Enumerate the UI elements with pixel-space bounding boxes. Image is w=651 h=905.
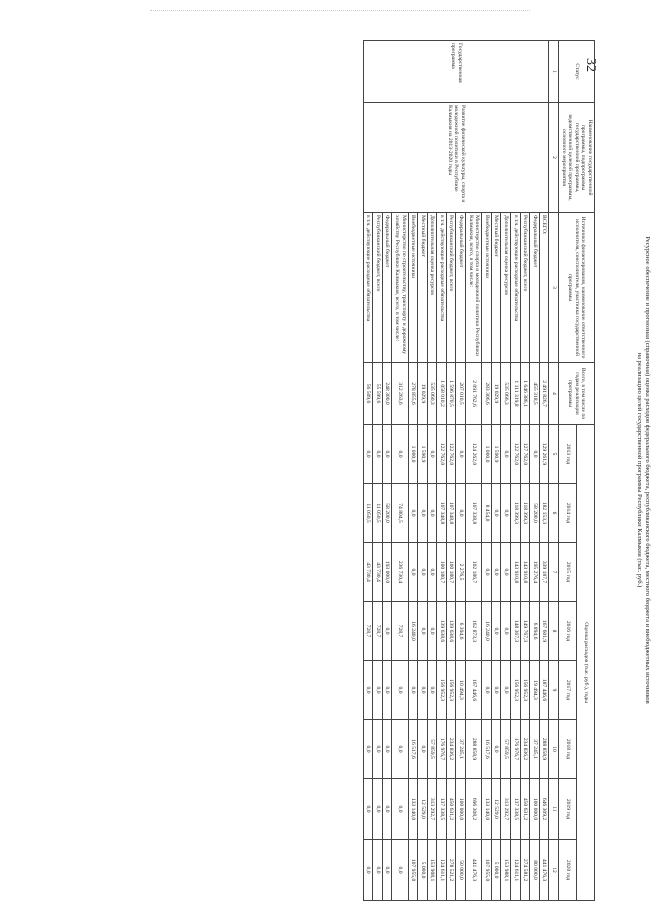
total-cell: 55 599,6	[373, 363, 383, 425]
status-cell: Государственная программа	[363, 41, 549, 103]
resource-table	[363, 40, 595, 901]
year-value-cell: 137 338,5	[511, 779, 521, 840]
year-value-cell: 1 000,0	[408, 425, 418, 484]
year-value-cell: 102 186,7	[466, 543, 482, 602]
header-row-1	[577, 41, 595, 901]
year-value-cell: 193 000,0	[382, 543, 392, 602]
source-cell: в т.ч. действующие расходные обязательства	[511, 213, 521, 363]
year-value-cell: 0,0	[392, 840, 408, 901]
year-value-cell: 50 000,0	[456, 840, 466, 901]
header-year: 2015 год	[559, 543, 577, 602]
column-index: 11	[549, 779, 559, 840]
year-value-cell: 0,0	[382, 779, 392, 840]
year-value-cell: 100 000,0	[530, 779, 540, 840]
year-value-cell: 122 762,0	[511, 425, 521, 484]
source-cell: Внебюджетные источники	[408, 213, 418, 363]
year-value-cell: 0,0	[530, 425, 540, 484]
year-value-cell: 8 454,0	[482, 484, 492, 543]
year-value-cell: 0,0	[491, 602, 501, 661]
year-value-cell: 57 859,5	[427, 720, 437, 779]
year-value-cell: 10 494,3	[456, 661, 466, 720]
year-value-cell: 1 590,9	[418, 425, 428, 484]
year-value-cell: 313 292,7	[501, 779, 511, 840]
year-value-cell: 0,0	[392, 425, 408, 484]
year-value-cell: 0,0	[408, 661, 418, 720]
year-value-cell: 441 476,3	[466, 840, 482, 901]
year-value-cell: 124 262,0	[466, 425, 482, 484]
year-value-cell: 450 631,2	[446, 779, 456, 840]
source-cell: Республиканский бюджет, всего	[520, 213, 530, 363]
year-value-cell: 74 804,5	[392, 484, 408, 543]
year-value-cell: 0,0	[363, 425, 373, 484]
year-value-cell: 728,7	[392, 602, 408, 661]
column-index: 6	[549, 484, 559, 543]
total-cell: 535 060,3	[427, 363, 437, 425]
year-value-cell: 339 187,7	[539, 543, 549, 602]
year-value-cell: 139 638,6	[446, 602, 456, 661]
title-line-2: на реализацию целей государственной программы Республики Калмыкия (тыс. руб.)	[636, 352, 643, 588]
year-value-cell: 5 000,0	[491, 840, 501, 901]
year-value-cell: 43 730,4	[373, 543, 383, 602]
year-value-cell: 156 952,3	[511, 661, 521, 720]
year-value-cell: 1 590,9	[491, 425, 501, 484]
year-value-cell: 107 348,8	[437, 484, 447, 543]
source-cell: Федеральный бюджет	[456, 213, 466, 363]
year-value-cell: 107 955,0	[482, 840, 492, 901]
total-cell: 312 263,6	[392, 363, 408, 425]
year-value-cell: 195 276,4	[530, 543, 540, 602]
column-index: 10	[549, 720, 559, 779]
year-value-cell: 2 276,5	[456, 543, 466, 602]
header-year: 2014 год	[559, 484, 577, 543]
year-value-cell: 37 245,1	[530, 720, 540, 779]
year-value-cell: 0,0	[491, 484, 501, 543]
year-value-cell: 153 908,1	[427, 840, 437, 901]
total-cell: 19 029,9	[418, 363, 428, 425]
year-value-cell: 0,0	[373, 661, 383, 720]
header-row-index	[549, 41, 559, 901]
year-value-cell: 728,7	[363, 602, 373, 661]
year-value-cell: 0,0	[373, 720, 383, 779]
year-value-cell: 0,0	[392, 779, 408, 840]
year-value-cell: 182 153,3	[539, 484, 549, 543]
source-cell: Местный бюджет	[418, 213, 428, 363]
year-value-cell: 0,0	[363, 840, 373, 901]
year-value-cell: 149 767,3	[520, 602, 530, 661]
total-cell: 2 491 826,7	[539, 363, 549, 425]
year-value-cell: 5 000,0	[418, 840, 428, 901]
year-value-cell: 0,0	[491, 543, 501, 602]
year-value-cell: 133 140,0	[482, 779, 492, 840]
year-value-cell: 122 762,0	[446, 425, 456, 484]
year-value-cell: 0,0	[501, 425, 511, 484]
header-year: 2020 год	[559, 840, 577, 901]
year-value-cell: 0,0	[382, 425, 392, 484]
year-value-cell: 646 309,2	[539, 779, 549, 840]
year-value-cell: 0,0	[363, 661, 373, 720]
year-value-cell: 0,0	[501, 543, 511, 602]
header-name: Наименование государственной программы, подпрограммы государственной программы, ведомственной целевой программы, основного мероприятия	[559, 103, 595, 213]
year-value-cell: 11 050,5	[373, 484, 383, 543]
total-cell: 455 318,5	[530, 363, 540, 425]
total-cell: 19 029,9	[491, 363, 501, 425]
source-cell: Дополнительная оценка ресурсов	[427, 213, 437, 363]
header-year: 2013 год	[559, 425, 577, 484]
total-cell: 1 111 319,8	[511, 363, 521, 425]
column-index: 8	[549, 602, 559, 661]
year-value-cell: 118 399,3	[511, 484, 521, 543]
year-value-cell: 0,0	[373, 425, 383, 484]
year-value-cell: 156 952,3	[437, 661, 447, 720]
year-value-cell: 100 180,7	[437, 543, 447, 602]
year-value-cell: 6 394,6	[456, 602, 466, 661]
year-value-cell: 137 338,5	[437, 779, 447, 840]
year-value-cell: 0,0	[427, 543, 437, 602]
header-source: Источники финансирования, наименование ответственного исполнителя, соисполнителя, участника государственной программы	[559, 213, 595, 363]
year-value-cell: 107 338,8	[466, 484, 482, 543]
year-value-cell: 0,0	[501, 484, 511, 543]
year-value-cell: 0,0	[382, 602, 392, 661]
table-row	[539, 41, 549, 901]
total-cell: 56 509,6	[363, 363, 373, 425]
header-total: Всего, в том числе по годам реализации программы	[559, 363, 595, 425]
source-cell: в т.ч. действующие расходные обязательства	[437, 213, 447, 363]
year-value-cell: 0,0	[418, 484, 428, 543]
total-cell: 1 596 870,5	[446, 363, 456, 425]
year-value-cell: 728,7	[373, 602, 383, 661]
year-value-cell: 143 910,8	[511, 543, 521, 602]
year-value-cell: 450 631,2	[520, 779, 530, 840]
year-value-cell: 127 762,0	[520, 425, 530, 484]
year-value-cell: 0,0	[418, 543, 428, 602]
year-value-cell: 57 859,5	[501, 720, 511, 779]
source-cell: Дополнительная оценка ресурсов	[501, 213, 511, 363]
year-value-cell: 313 292,7	[427, 779, 437, 840]
total-cell: 2 091 762,6	[466, 363, 482, 425]
year-value-cell: 143 910,8	[520, 543, 530, 602]
header-year: 2018 год	[559, 720, 577, 779]
year-value-cell: 118 399,3	[520, 484, 530, 543]
year-value-cell: 0,0	[382, 720, 392, 779]
year-value-cell: 0,0	[427, 661, 437, 720]
year-value-cell: 0,0	[482, 661, 492, 720]
year-value-cell: 6 894,6	[530, 602, 540, 661]
total-cell: 1 058 010,2	[437, 363, 447, 425]
year-value-cell: 176 976,7	[437, 720, 447, 779]
year-value-cell: 0,0	[418, 602, 428, 661]
year-value-cell: 107 955,0	[408, 840, 418, 901]
column-index: 9	[549, 661, 559, 720]
year-value-cell: 0,0	[408, 543, 418, 602]
column-index: 4	[549, 363, 559, 425]
year-value-cell: 696 308,2	[466, 779, 482, 840]
year-value-cell: 11 050,5	[363, 484, 373, 543]
year-value-cell: 80 000,0	[530, 840, 540, 901]
year-value-cell: 156 952,3	[446, 661, 456, 720]
year-value-cell: 148 367,3	[511, 602, 521, 661]
year-value-cell: 0,0	[363, 779, 373, 840]
column-index: 3	[549, 213, 559, 363]
year-value-cell: 236 730,4	[392, 543, 408, 602]
header-year: 2017 год	[559, 661, 577, 720]
year-value-cell: 0,0	[427, 484, 437, 543]
year-value-cell: 0,0	[382, 661, 392, 720]
year-value-cell: 156 952,3	[520, 661, 530, 720]
year-value-cell: 0,0	[427, 602, 437, 661]
source-cell: Внебюджетные источники	[482, 213, 492, 363]
year-value-cell: 16 240,0	[408, 602, 418, 661]
total-cell: 248 300,0	[382, 363, 392, 425]
year-value-cell: 0,0	[373, 779, 383, 840]
source-cell: Республиканский бюджет, всего	[373, 213, 383, 363]
year-value-cell: 187 446,6	[539, 661, 549, 720]
year-value-cell: 16 240,0	[482, 602, 492, 661]
year-value-cell: 0,0	[418, 720, 428, 779]
year-value-cell: 153 988,1	[501, 840, 511, 901]
source-cell: Федеральный бюджет	[530, 213, 540, 363]
year-value-cell: 441 476,3	[539, 840, 549, 901]
source-cell: ВСЕГО:	[539, 213, 549, 363]
year-value-cell: 234 836,2	[520, 720, 530, 779]
year-value-cell: 0,0	[456, 484, 466, 543]
year-value-cell: 0,0	[382, 840, 392, 901]
year-value-cell: 122 762,0	[437, 425, 447, 484]
year-value-cell: 288 858,9	[466, 720, 482, 779]
year-value-cell: 0,0	[482, 543, 492, 602]
year-value-cell: 43 730,4	[363, 543, 373, 602]
year-value-cell: 0,0	[501, 661, 511, 720]
document-title	[635, 40, 651, 900]
program-name-cell: Развитие физической культуры, спорта и молодежной политики в Республике Калмыкия на 2013-2020 годы	[363, 103, 549, 213]
year-value-cell: 16 517,6	[408, 720, 418, 779]
source-cell: Федеральный бюджет	[382, 213, 392, 363]
scan-dotted-line	[150, 10, 530, 12]
year-value-cell: 0,0	[491, 720, 501, 779]
year-value-cell: 124 611,1	[437, 840, 447, 901]
year-value-cell: 167 446,6	[466, 661, 482, 720]
total-cell: 283 306,6	[482, 363, 492, 425]
year-value-cell: 19 494,3	[530, 661, 540, 720]
year-value-cell: 58 200,0	[530, 484, 540, 543]
source-cell: Министерство по строительству, транспорту и дорожному хозяйству Республики Калмыкия, всего, в том числе:	[392, 213, 408, 363]
source-cell: Местный бюджет	[491, 213, 501, 363]
rotated-document	[35, 40, 651, 900]
year-value-cell: 12 529,0	[491, 779, 501, 840]
column-index: 2	[549, 103, 559, 213]
year-value-cell: 0,0	[491, 661, 501, 720]
source-cell: в т.ч. действующие расходные обязательства	[363, 213, 373, 363]
column-index: 12	[549, 840, 559, 901]
header-status: Статус	[559, 41, 595, 103]
year-value-cell: 139 638,6	[437, 602, 447, 661]
column-index: 1	[549, 41, 559, 103]
year-value-cell: 0,0	[363, 720, 373, 779]
year-value-cell: 16 517,6	[482, 720, 492, 779]
year-value-cell: 129 261,9	[539, 425, 549, 484]
header-year: 2019 год	[559, 779, 577, 840]
year-value-cell: 0,0	[408, 484, 418, 543]
year-value-cell: 162 873,3	[466, 602, 482, 661]
year-value-cell: 167 601,9	[539, 602, 549, 661]
total-cell: 535 066,3	[501, 363, 511, 425]
year-value-cell: 288 858,9	[539, 720, 549, 779]
year-value-cell: 0,0	[456, 425, 466, 484]
year-value-cell: 124 611,1	[511, 840, 521, 901]
source-cell: Республиканский бюджет, всего	[446, 213, 456, 363]
year-value-cell: 58 200,0	[382, 484, 392, 543]
total-cell: 278 855,6	[408, 363, 418, 425]
header-estimate: Оценка расходов (тыс. руб.), годы	[577, 425, 595, 901]
column-index: 7	[549, 543, 559, 602]
page-number: 32	[583, 58, 598, 72]
year-value-cell: 133 140,0	[408, 779, 418, 840]
year-value-cell: 0,0	[418, 661, 428, 720]
column-index: 5	[549, 425, 559, 484]
year-value-cell: 0,0	[392, 661, 408, 720]
year-value-cell: 0,0	[501, 602, 511, 661]
year-value-cell: 37 245,1	[456, 720, 466, 779]
year-value-cell: 12 529,0	[418, 779, 428, 840]
year-value-cell: 107 348,8	[446, 484, 456, 543]
year-value-cell: 1 000,0	[482, 425, 492, 484]
source-cell: Министерство спорта и молодежной политики Республики Калмыкия, всего, в том числе:	[466, 213, 482, 363]
header-year: 2016 год	[559, 602, 577, 661]
year-value-cell: 0,0	[427, 425, 437, 484]
total-cell: 1 646 386,1	[520, 363, 530, 425]
year-value-cell: 176 976,7	[511, 720, 521, 779]
year-value-cell: 234 836,2	[446, 720, 456, 779]
year-value-cell: 274 581,2	[520, 840, 530, 901]
total-cell: 207 010,5	[456, 363, 466, 425]
year-value-cell: 100 000,0	[456, 779, 466, 840]
year-value-cell: 100 180,7	[446, 543, 456, 602]
year-value-cell: 0,0	[392, 720, 408, 779]
title-line-1: Ресурсное обеспечение и прогнозная (справочная) оценка расходов федерального бюджета, республиканского бюджета, местного бюджета и внебюджетных источников	[644, 236, 651, 704]
year-value-cell: 0,0	[373, 840, 383, 901]
year-value-cell: 278 521,2	[446, 840, 456, 901]
